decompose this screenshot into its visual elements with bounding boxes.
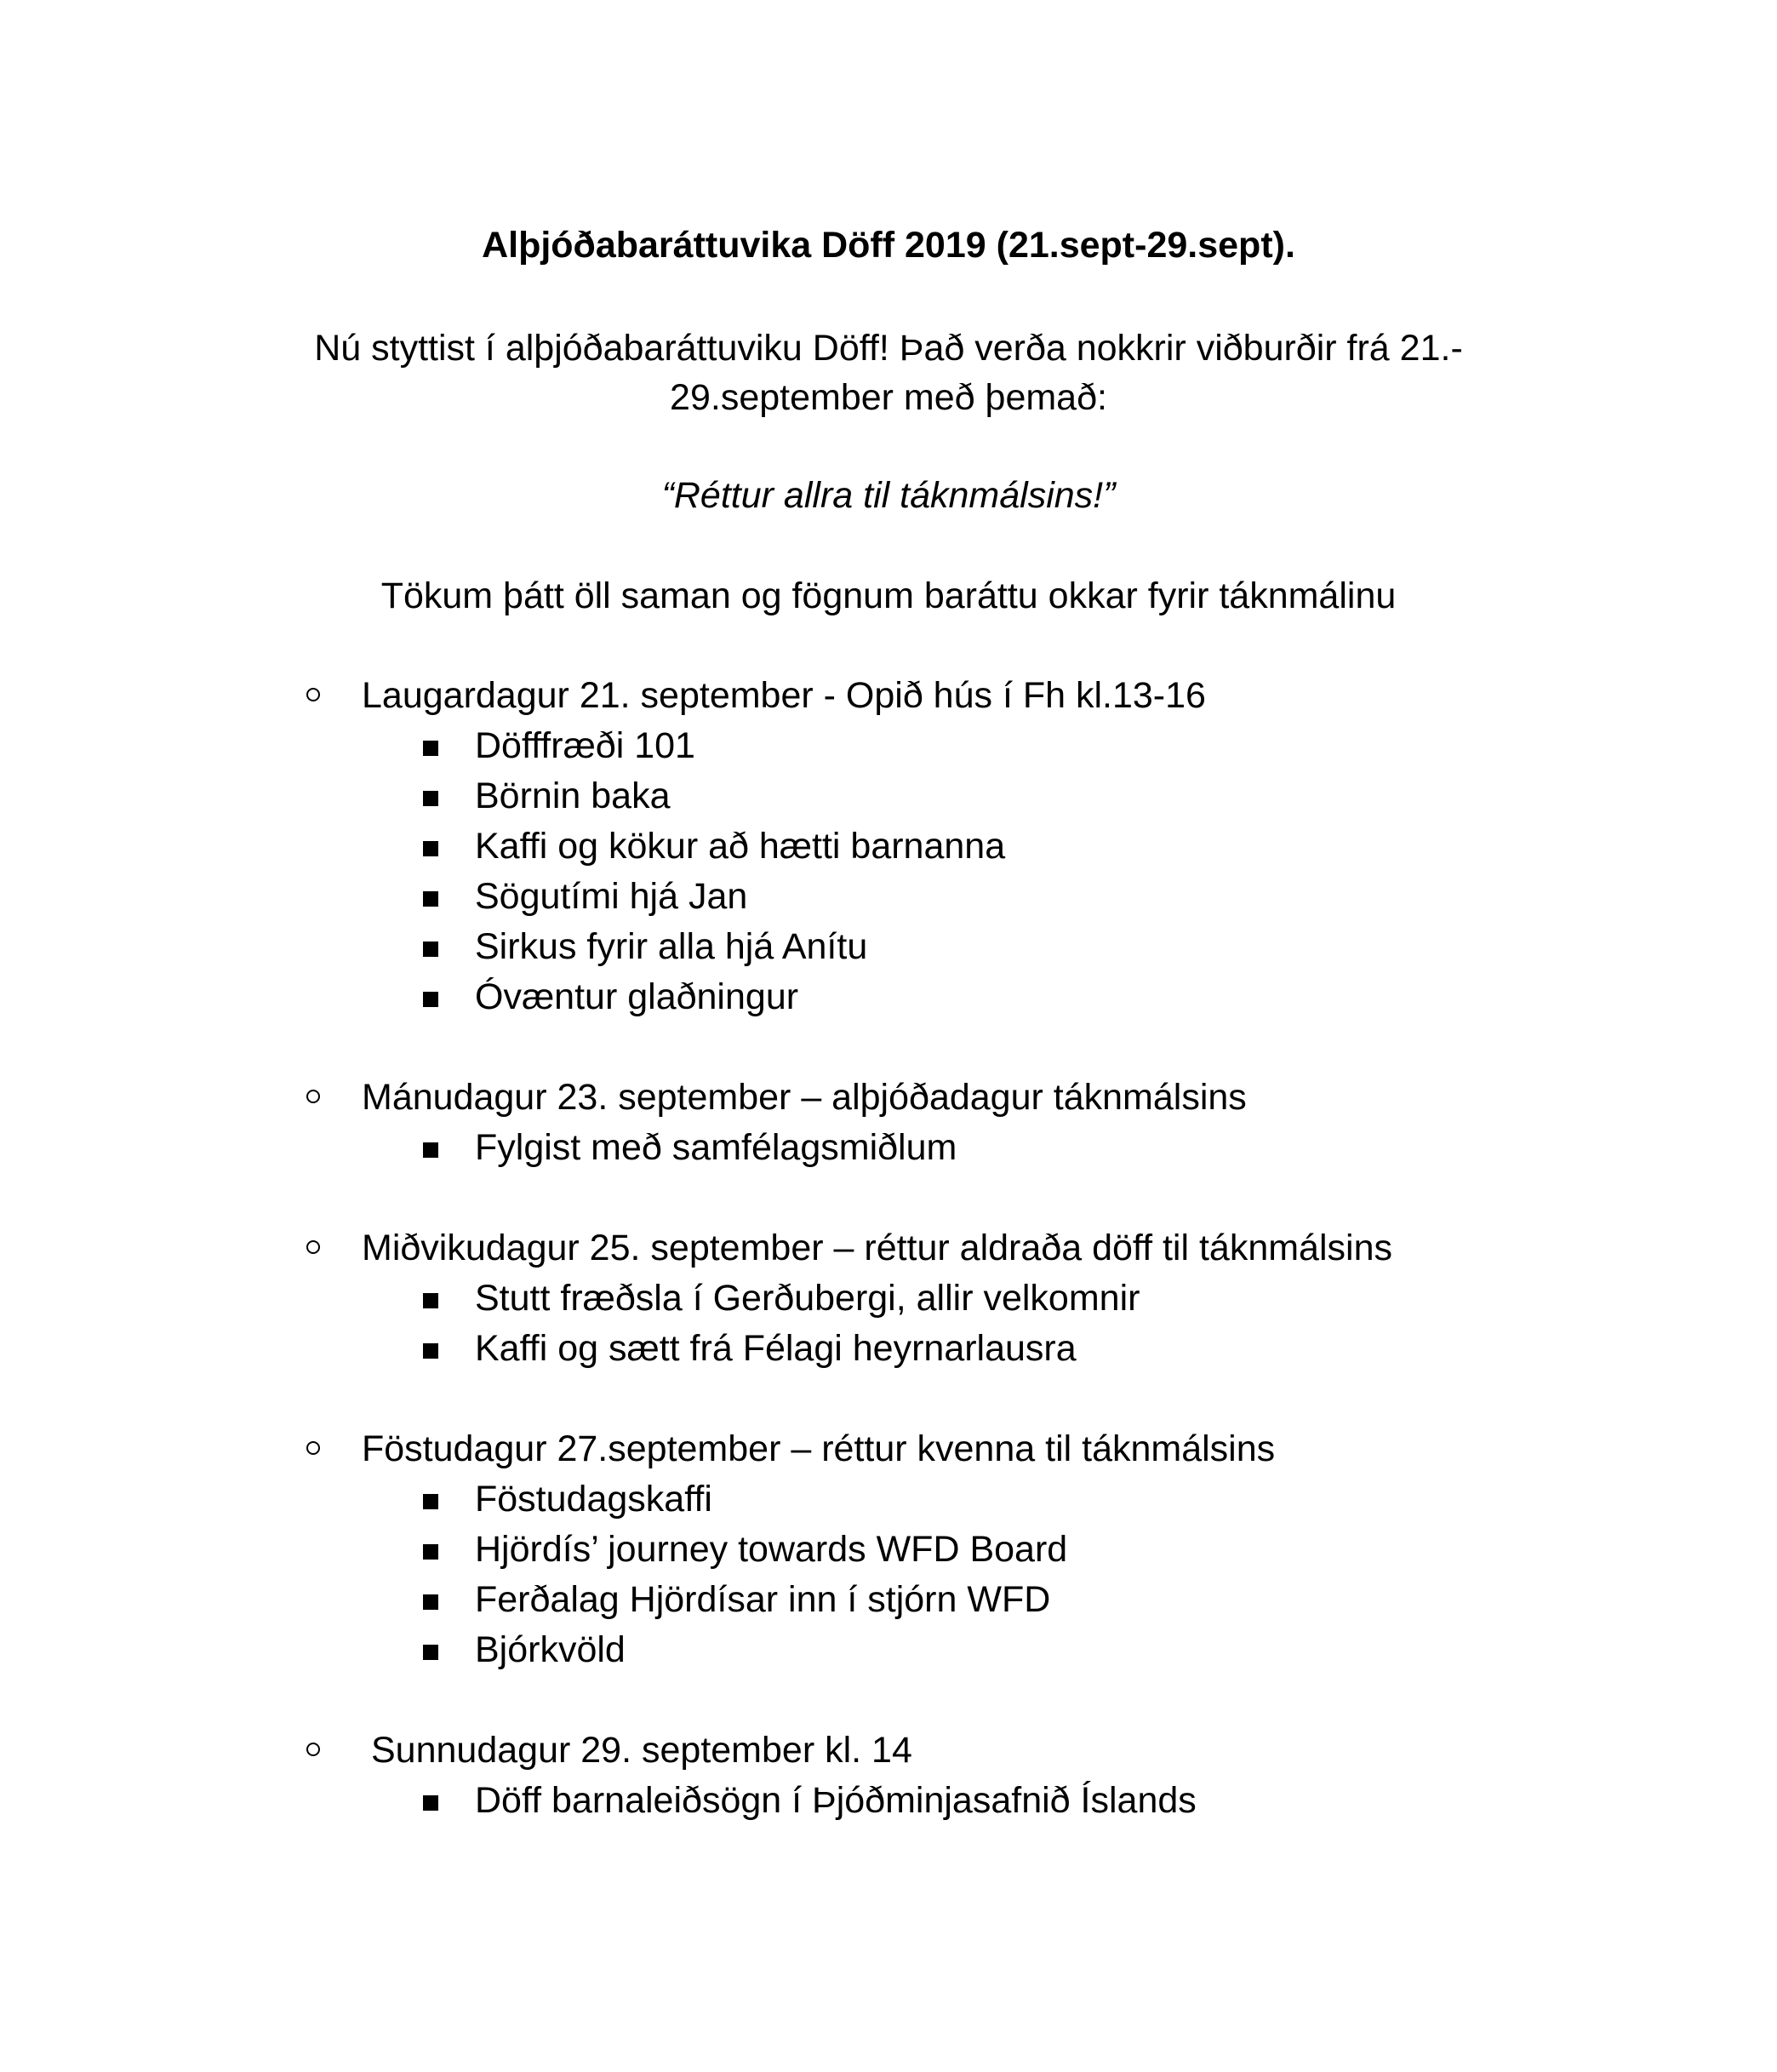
list-item	[0, 721, 1777, 771]
event-heading	[0, 1726, 1777, 1776]
event-heading	[0, 671, 1777, 721]
square-bullet-icon	[423, 1293, 438, 1308]
list-item-label: Börnin baka	[475, 776, 671, 816]
document-title: Alþjóðabaráttuvika Döff 2019 (21.sept-29.sept).	[482, 225, 1295, 266]
intro-line-2: 29.september með þemað:	[670, 377, 1107, 418]
list-item-label: Döff barnaleiðsögn í Þjóðminjasafnið Íslands	[475, 1780, 1197, 1821]
event-label: Sunnudagur 29. september kl. 14	[371, 1730, 912, 1771]
square-bullet-icon	[423, 1343, 438, 1359]
list-item-label: Stutt fræðsla í Gerðubergi, allir velkomnir	[475, 1278, 1140, 1319]
list-item	[0, 872, 1777, 922]
list-item-label: Sirkus fyrir alla hjá Anítu	[475, 926, 868, 967]
circle-bullet-icon	[306, 1441, 320, 1455]
list-item	[0, 1324, 1777, 1374]
circle-bullet-icon	[306, 688, 320, 701]
list-item	[0, 771, 1777, 821]
square-bullet-icon	[423, 992, 438, 1007]
list-item	[0, 1575, 1777, 1625]
event-label: Laugardagur 21. september - Opið hús í Fh kl.13-16	[362, 675, 1206, 716]
event-wednesday	[0, 1223, 1777, 1374]
circle-bullet-icon	[306, 1743, 320, 1756]
list-item	[0, 1474, 1777, 1525]
square-bullet-icon	[423, 1594, 438, 1610]
intro-paragraph	[293, 323, 1484, 422]
list-item	[0, 1776, 1777, 1826]
list-item-label: Kaffi og sætt frá Félagi heyrnarlausra	[475, 1328, 1077, 1369]
list-item-label: Bjórkvöld	[475, 1629, 626, 1670]
square-bullet-icon	[423, 1645, 438, 1660]
list-item	[0, 922, 1777, 972]
theme-quote: “Réttur allra til táknmálsins!”	[661, 475, 1116, 516]
event-sunday	[0, 1726, 1777, 1826]
square-bullet-icon	[423, 741, 438, 756]
tagline: Tökum þátt öll saman og fögnum baráttu okkar fyrir táknmálinu	[380, 575, 1397, 616]
list-item	[0, 1274, 1777, 1324]
list-item-label: Óvæntur glaðningur	[475, 976, 799, 1017]
square-bullet-icon	[423, 1142, 438, 1158]
list-item-label: Kaffi og kökur að hætti barnanna	[475, 826, 1006, 867]
circle-bullet-icon	[306, 1240, 320, 1254]
list-item-label: Sögutími hjá Jan	[475, 876, 748, 917]
event-label: Mánudagur 23. september – alþjóðadagur táknmálsins	[362, 1077, 1247, 1118]
list-item	[0, 972, 1777, 1022]
list-item-label: Hjördís’ journey towards WFD Board	[475, 1529, 1068, 1570]
event-heading	[0, 1073, 1777, 1123]
event-monday	[0, 1073, 1777, 1173]
square-bullet-icon	[423, 1544, 438, 1560]
square-bullet-icon	[423, 1795, 438, 1811]
list-item-label: Fylgist með samfélagsmiðlum	[475, 1127, 957, 1168]
circle-bullet-icon	[306, 1090, 320, 1103]
list-item-label: Föstudagskaffi	[475, 1479, 712, 1520]
list-item	[0, 821, 1777, 872]
square-bullet-icon	[423, 942, 438, 957]
event-saturday	[0, 671, 1777, 1022]
list-item	[0, 1625, 1777, 1675]
event-label: Föstudagur 27.september – réttur kvenna til táknmálsins	[362, 1428, 1276, 1469]
list-item-label: Ferðalag Hjördísar inn í stjórn WFD	[475, 1579, 1051, 1620]
list-item	[0, 1123, 1777, 1173]
list-item	[0, 1525, 1777, 1575]
event-list	[0, 671, 1777, 1876]
square-bullet-icon	[423, 891, 438, 907]
event-heading	[0, 1424, 1777, 1474]
list-item-label: Döfffræði 101	[475, 725, 695, 766]
square-bullet-icon	[423, 841, 438, 856]
event-heading	[0, 1223, 1777, 1274]
intro-line-1: Nú styttist í alþjóðabaráttuviku Döff! Það verða nokkrir viðburðir frá 21.-	[314, 328, 1463, 369]
square-bullet-icon	[423, 1494, 438, 1509]
event-label: Miðvikudagur 25. september – réttur aldraða döff til táknmálsins	[362, 1228, 1392, 1268]
square-bullet-icon	[423, 791, 438, 806]
event-friday	[0, 1424, 1777, 1675]
